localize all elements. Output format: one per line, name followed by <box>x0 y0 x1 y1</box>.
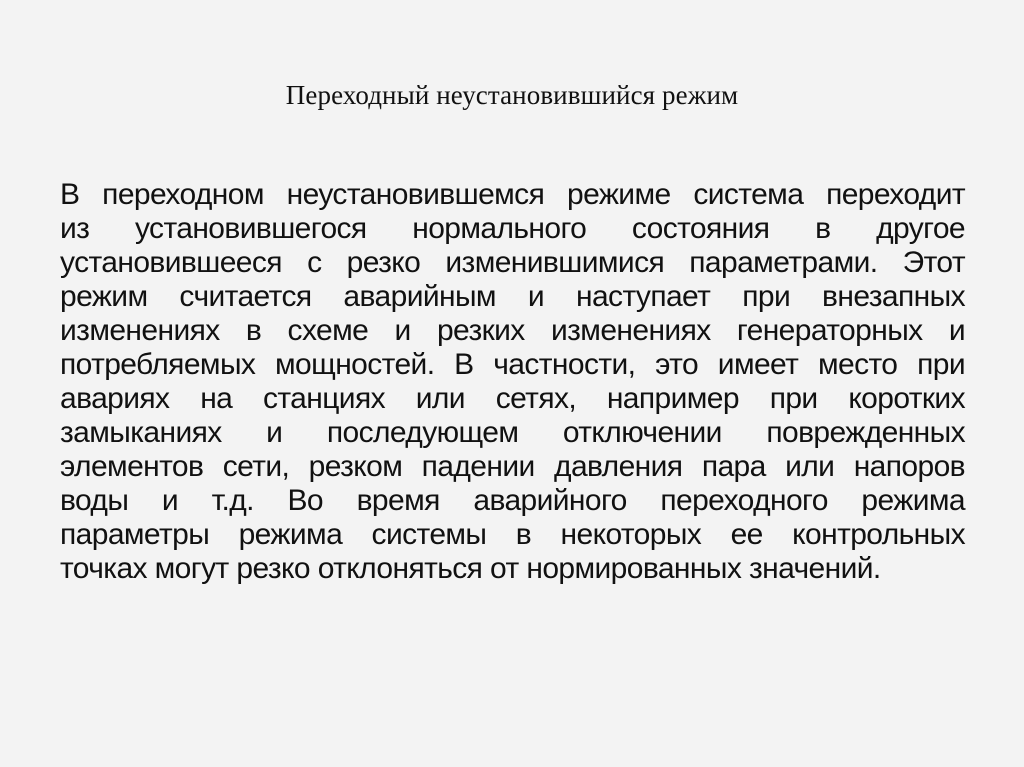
paragraph-line: точках могут резко отклоняться от нормированных значений. <box>60 552 881 585</box>
paragraph-line: авариях на станциях или сетях, например при коротких <box>60 382 965 415</box>
paragraph-line: элементов сети, резком падении давления пара или напоров <box>60 450 965 483</box>
paragraph-line: потребляемых мощностей. В частности, это имеет место при <box>60 348 965 381</box>
paragraph-line: параметры режима системы в некоторых ее контрольных <box>60 518 965 551</box>
paragraph-line: установившееся с резко изменившимися параметрами. Этот <box>60 246 965 279</box>
paragraph-line: изменениях в схеме и резких изменениях генераторных и <box>60 314 965 347</box>
paragraph-line: замыканиях и последующем отключении поврежденных <box>60 416 965 449</box>
page-title: Переходный неустановившийся режим <box>285 80 739 110</box>
paragraph-line: воды и т.д. Во время аварийного переходного режима <box>60 484 965 517</box>
paragraph-line: В переходном неустановившемся режиме система переходит <box>60 178 965 211</box>
body-paragraph <box>60 178 965 586</box>
paragraph-line: режим считается аварийным и наступает при внезапных <box>60 280 965 313</box>
paragraph-line: из установившегося нормального состояния в другое <box>60 212 965 245</box>
